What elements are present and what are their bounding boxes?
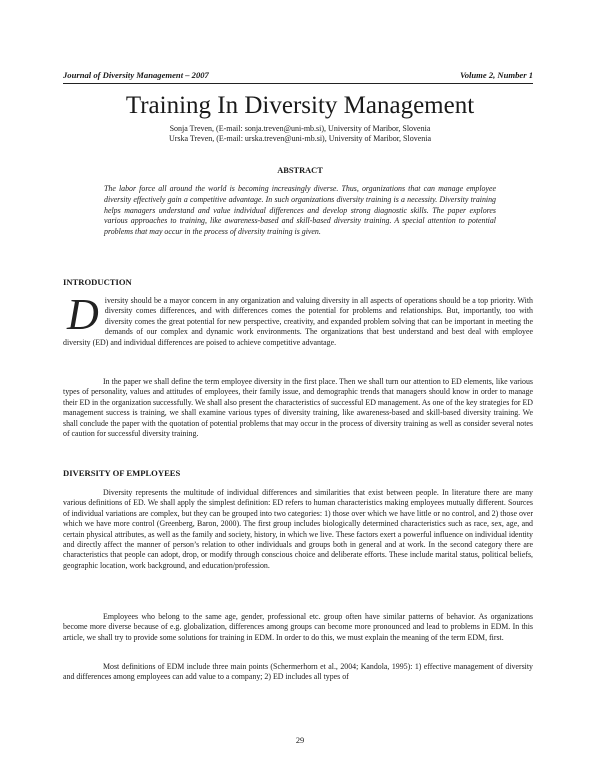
intro-paragraph-1 xyxy=(63,290,533,348)
page-number: 29 xyxy=(295,736,305,745)
journal-name: Journal of Diversity Management – 2007 xyxy=(63,70,209,80)
author-line: Urska Treven, (E-mail: urska.treven@uni-mb.si), University of Maribor, Slovenia xyxy=(168,134,432,143)
diversity-paragraph-2: Employees who belong to the same age, gender, professional etc. group often have similar patterns of behavior. As organizations become more diverse because of e.g. globalization, differences among groups can become more pronounced and lead to problems in EDM. In this article, we shall try to provide some solutions for training in EDM. In order to do this, we must explain the meaning of the term EDM, first. xyxy=(63,612,533,642)
paper-title: Training In Diversity Management xyxy=(125,92,475,119)
intro-paragraph-1-text: iversity should be a mayor concern in any organization and valuing diversity in all aspects of operations should be a top priority. With diversity comes differences, and with differences comes the potential for problems and relationships. But, importantly, too with diversity comes the great potential for new perspective, creativity, and expanded problem solving that can be important in meeting the demands of our complex and dynamic work environments. The organizations that best understand and best deal with employee diversity (ED) and individual differences are poised to achieve competitive advantage. xyxy=(63,296,533,347)
volume-number: Volume 2, Number 1 xyxy=(459,70,533,80)
diversity-paragraph-1: Diversity represents the multitude of individual differences and similarities that exist between people. In literature there are many various definitions of ED. We shall apply the simplest definition: ED refers to human characteristics making employees mutually different. Sources of individual variations are complex, but they can be grouped into two categories: 1) those over which we have little or no control, and 2) those over which we have more control (Greenberg, Baron, 2000). The first group includes biologically determined characteristics such as race, sex, age, and certain physical attributes, as well as the family and society, history, in which we live. These factors exert a powerful influence on individual identity and directly affect the manner of person’s relation to other individuals and groups both in general and at work. In the second category there are characteristics that people can adopt, drop, or modify through conscious choice and deliberate efforts. These include marital status, political beliefs, geographic location, work background, and education/profession. xyxy=(63,488,533,570)
drop-cap: D xyxy=(67,290,99,339)
author-line: Sonja Treven, (E-mail: sonja.treven@uni-mb.si), University of Maribor, Slovenia xyxy=(169,124,431,133)
section-heading-introduction: INTRODUCTION xyxy=(63,277,132,287)
abstract-heading: ABSTRACT xyxy=(277,166,323,175)
intro-paragraph-2: In the paper we shall define the term employee diversity in the first place. Then we shall turn our attention to ED elements, like various types of personality, values and attitudes of employees, their family issue, and demographic trends that managers should know in order to manage their ED in the organization successfully. We shall also present the characteristics of successful ED management. As one of the key strategies for ED management success is training, we shall examine various types of diversity training, like awareness-based and skill-based diversity training. We shall conclude the paper with the quotation of potential problems that may occur in the process of diversity training as well as consider several notes of caution for successful diversity training. xyxy=(63,377,533,439)
diversity-paragraph-3: Most definitions of EDM include three main points (Schermerhorn et al., 2004; Kandola, 1995): 1) effective management of diversity and differences among employees can add value to a company; 2) ED includes all types of xyxy=(63,662,533,682)
author-list xyxy=(0,124,600,144)
abstract-text: The labor force all around the world is becoming increasingly diverse. Thus, organizations that can manage employee diversity effectively gain a competitive advantage. In such organizations diversity training is a necessity. Diversity training helps managers understand and value individual differences and develop strong diagnostic skills. The paper explores various approaches to training, like awareness-based and skill-based diversity training. A special attention to potential problems that may occur in the process of diversity training is given. xyxy=(104,184,496,237)
section-heading-diversity: DIVERSITY OF EMPLOYEES xyxy=(63,468,181,478)
running-header xyxy=(63,70,533,84)
